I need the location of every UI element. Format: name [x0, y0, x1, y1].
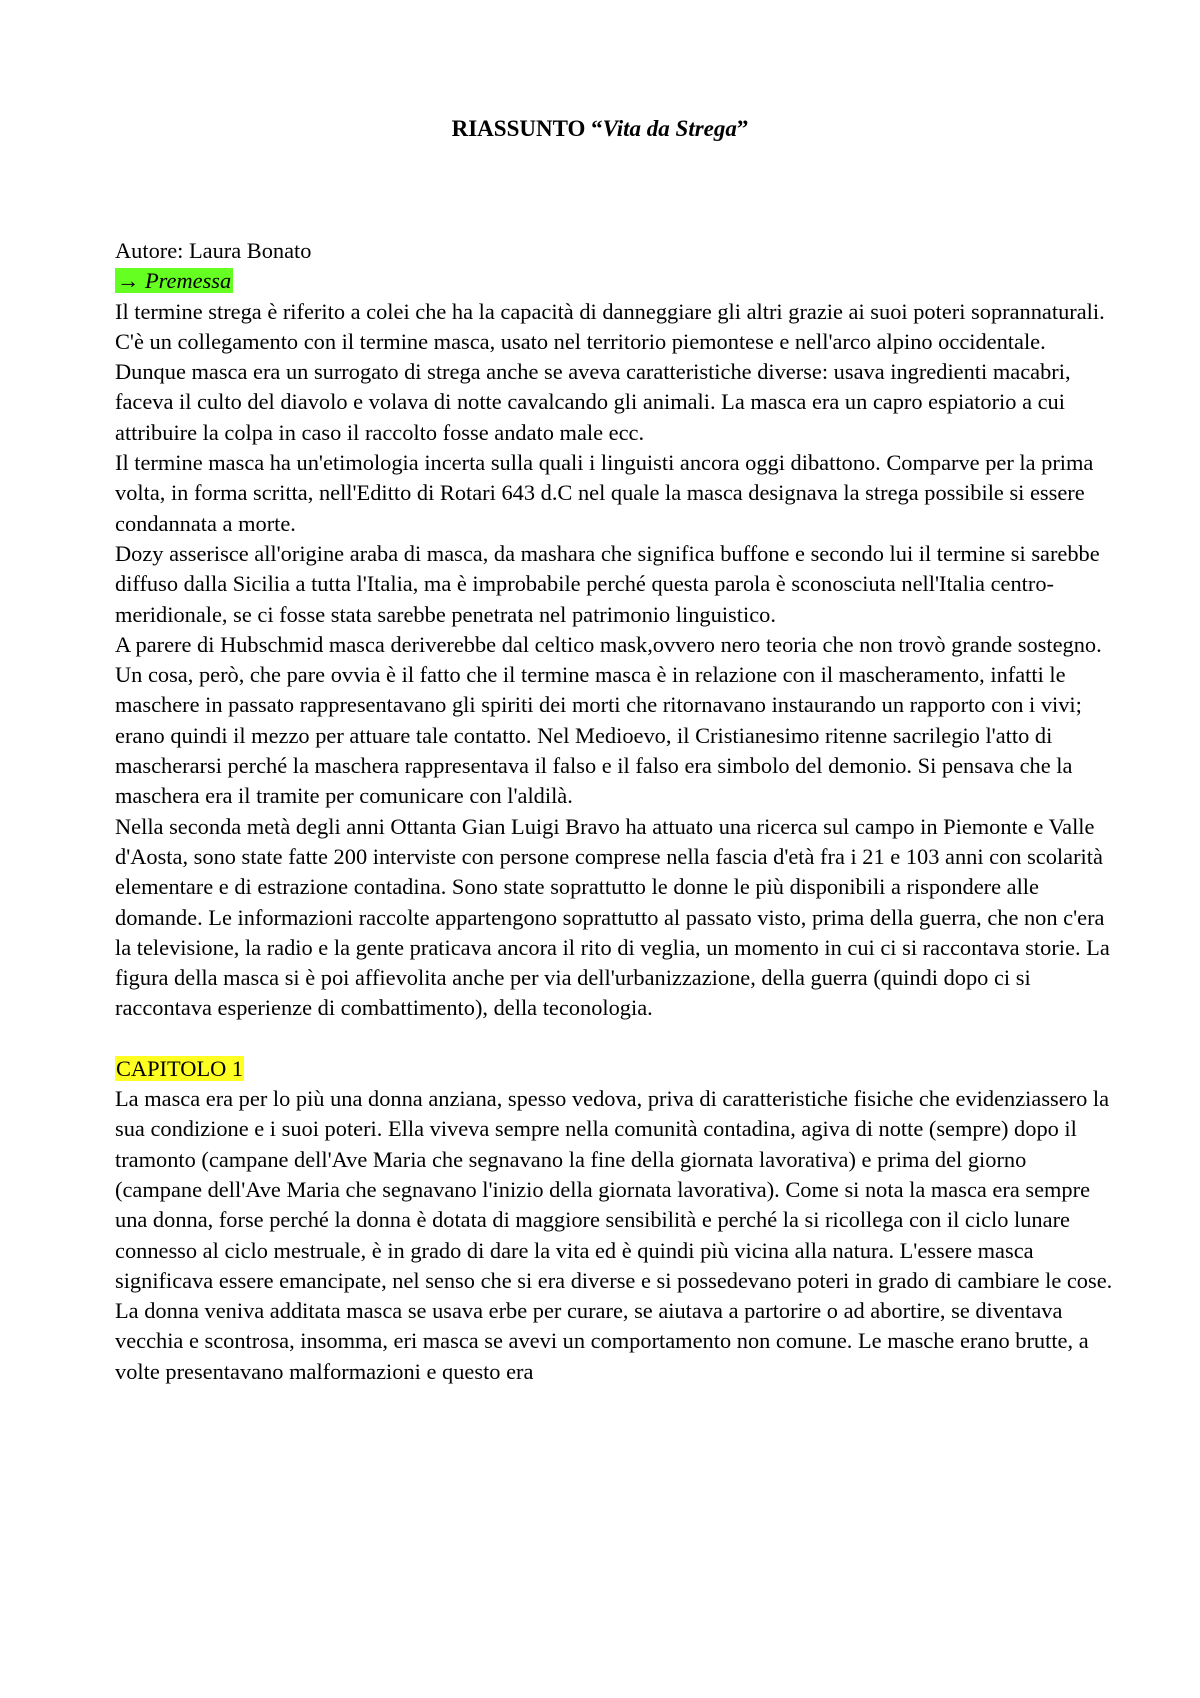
document-body [115, 236, 1115, 1387]
chapter-paragraph: La masca era per lo più una donna anziana, spesso vedova, priva di caratteristiche fisiche che evidenziassero la sua condizione e i suoi poteri. Ella viveva sempre nella comunità contadina, agiva di notte (sempre) dopo il tramonto (campane dell'Ave Maria che segnavano la fine della giornata lavorativa) e prima del giorno (campane dell'Ave Maria che segnavano l'inizio della giornata lavorativa). Come si nota la masca era sempre una donna, forse perché la donna è dotata di maggiore sensibilità e perché la si ricollega con il ciclo lunare connesso al ciclo mestruale, è in grado di dare la vita ed è quindi più vicina alla natura. L'essere masca significava essere emancipate, nel senso che si era diverse e si possedevano poteri in grado di cambiare le cose. [115, 1086, 1113, 1293]
chapter-paragraph: La donna veniva additata masca se usava erbe per curare, se aiutava a partorire o ad abortire, se diventava vecchia e scontrosa, insomma, eri masca se avevi un comportamento non comune. Le masche erano brutte, a volte presentavano malformazioni e questo era [115, 1298, 1089, 1384]
premessa-heading: → Premessa [117, 268, 232, 294]
premessa-paragraph: Dozy asserisce all'origine araba di masca, da mashara che significa buffone e secondo lui il termine si sarebbe diffuso dalla Sicilia a tutta l'Italia, ma è improbabile perché questa parola è sconosciuta nell'Italia centro-meridionale, se ci fosse stata sarebbe penetrata nel patrimonio linguistico. [115, 540, 1100, 627]
title-italic: Vita da Strega [602, 116, 737, 141]
chapter-heading: CAPITOLO 1 [116, 1055, 244, 1081]
author-line: Autore: Laura Bonato [115, 238, 312, 263]
premessa-paragraph: Nella seconda metà degli anni Ottanta Gian Luigi Bravo ha attuato una ricerca sul campo in Piemonte e Valle d'Aosta, sono state fatte 200 interviste con persone comprese nella fascia d'età fra i 21 e 103 anni con scolarità elementare e di estrazione contadina. Sono state soprattutto le donne le più disponibili a rispondere alle domande. Le informazioni raccolte appartengono soprattutto al passato visto, prima della guerra, che non c'era la televisione, la radio e la gente praticava ancora il rito di veglia, un momento in cui ci si raccontava storie. La figura della masca si è poi affievolita anche per via dell'urbanizzazione, della guerra (quindi dopo ci si raccontava esperienze di combattimento), della teconologia. [115, 813, 1110, 1021]
premessa-heading-line [115, 266, 1115, 296]
title-prefix: RIASSUNTO “ [451, 116, 603, 141]
document-title [0, 116, 1200, 142]
section-spacer [115, 1024, 1115, 1054]
title-suffix: ” [736, 116, 749, 141]
chapter-heading-line [115, 1054, 1115, 1084]
premessa-paragraph: A parere di Hubschmid masca deriverebbe dal celtico mask,ovvero nero teoria che non trovò grande sostegno. Un cosa, però, che pare ovvia è il fatto che il termine masca è in relazione con il mascheramento, infatti le maschere in passato rappresentavano gli spiriti dei morti che ritornavano instaurando un rapporto con i vivi; erano quindi il mezzo per attuare tale contatto. Nel Medioevo, il Cristianesimo ritenne sacrilegio l'atto di mascherarsi perché la maschera rappresentava il falso e il falso era simbolo del demonio. Si pensava che la maschera era il tramite per comunicare con l'aldilà. [115, 631, 1102, 809]
premessa-paragraph: Il termine strega è riferito a colei che ha la capacità di danneggiare gli altri grazie ai suoi poteri soprannaturali. C'è un collegamento con il termine masca, usato nel territorio piemontese e nell'arco alpino occidentale. Dunque masca era un surrogato di strega anche se aveva caratteristiche diverse: usava ingredienti macabri, faceva il culto del diavolo e volava di notte cavalcando gli animali. La masca era un capro espiatorio a cui attribuire la colpa in caso il raccolto fosse andato male ecc. [115, 298, 1105, 445]
premessa-paragraph: Il termine masca ha un'etimologia incerta sulla quali i linguisti ancora oggi dibattono. Comparve per la prima volta, in forma scritta, nell'Editto di Rotari 643 d.C nel quale la masca designava la strega possibile si essere condannata a morte. [115, 450, 1094, 536]
